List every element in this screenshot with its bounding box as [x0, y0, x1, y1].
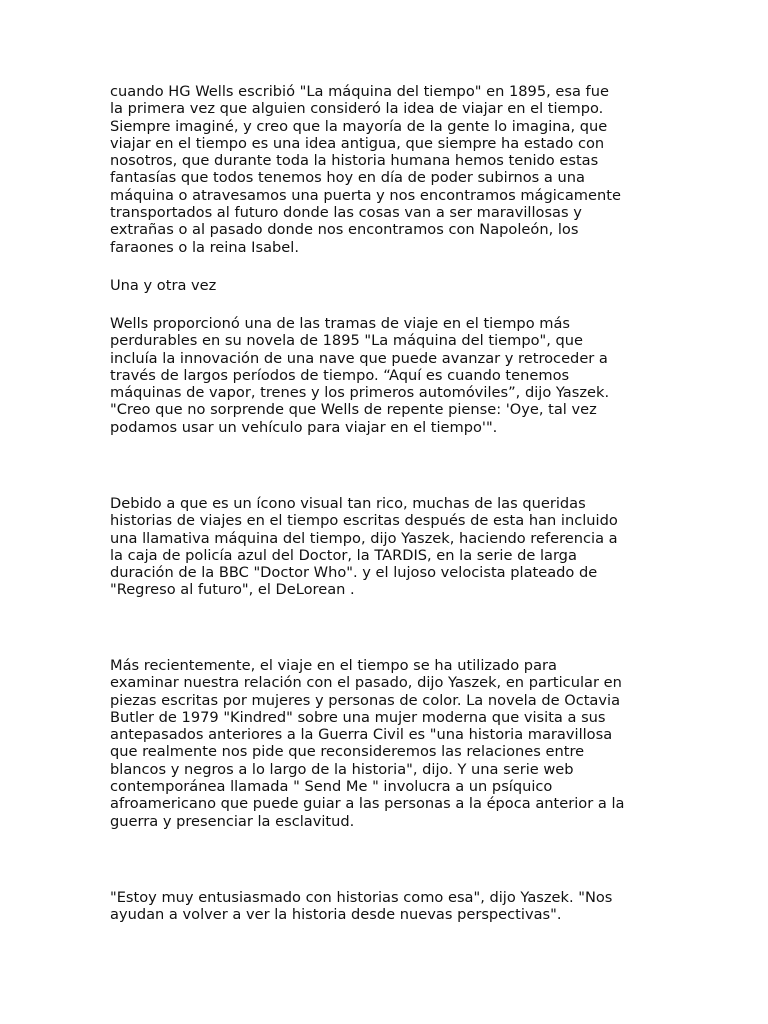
paragraph-wells: Wells proporcionó una de las tramas de viaje en el tiempo más perdurables en su novela de 1895 "La máquina del tiempo", que incluía la innovación de una nave que puede avanzar y retroceder a través de largos períodos de tiempo. “Aquí es cuando tenemos máquinas de vapor, trenes y los primeros automóviles”, dijo Yaszek. "Creo que no sorprende que Wells de repente piense: 'Oye, tal vez podamos usar un vehículo para viajar en el tiempo'". — [110, 315, 610, 436]
paragraph-recent: Más recientemente, el viaje en el tiempo se ha utilizado para examinar nuestra relación con el pasado, dijo Yaszek, en particular en piezas escritas por mujeres y personas de color. La novela de Octavia Butler de 1979 "Kindred" sobre una mujer moderna que visita a sus antepasados anteriores a la Guerra Civil es "una historia maravillosa que realmente nos pide que reconsideremos las relaciones entre blancos y negros a lo largo de la historia", dijo. Y una serie web contemporánea llamada " Send Me " involucra a un psíquico afroamericano que puede guiar a las personas a la época anterior a la guerra y presenciar la esclavitud. — [110, 657, 625, 830]
paragraph-intro: cuando HG Wells escribió "La máquina del tiempo" en 1895, esa fue la primera vez que alguien consideró la idea de viajar en el tiempo. Siempre imaginé, y creo que la mayoría de la gente lo imagina, que viajar en el tiempo es una idea antigua, que siempre ha estado con nosotros, que durante toda la historia humana hemos tenido estas fantasías que todos tenemos hoy en día de poder subirnos a una máquina o atravesamos una puerta y nos encontramos mágicamente transportados al futuro donde las cosas van a ser maravillosas y extrañas o al pasado donde nos encontramos con Napoleón, los faraones o la reina Isabel. — [110, 83, 621, 256]
section-heading: Una y otra vez — [110, 277, 217, 294]
paragraph-quote: "Estoy muy entusiasmado con historias como esa", dijo Yaszek. "Nos ayudan a volver a ver la historia desde nuevas perspectivas". — [110, 889, 613, 924]
paragraph-visual-icon: Debido a que es un ícono visual tan rico, muchas de las queridas historias de viajes en el tiempo escritas después de esta han incluido una llamativa máquina del tiempo, dijo Yaszek, haciendo referencia a la caja de policía azul del Doctor, la TARDIS, en la serie de larga duración de la BBC "Doctor Who". y el lujoso velocista plateado de "Regreso al futuro", el DeLorean . — [110, 495, 618, 599]
